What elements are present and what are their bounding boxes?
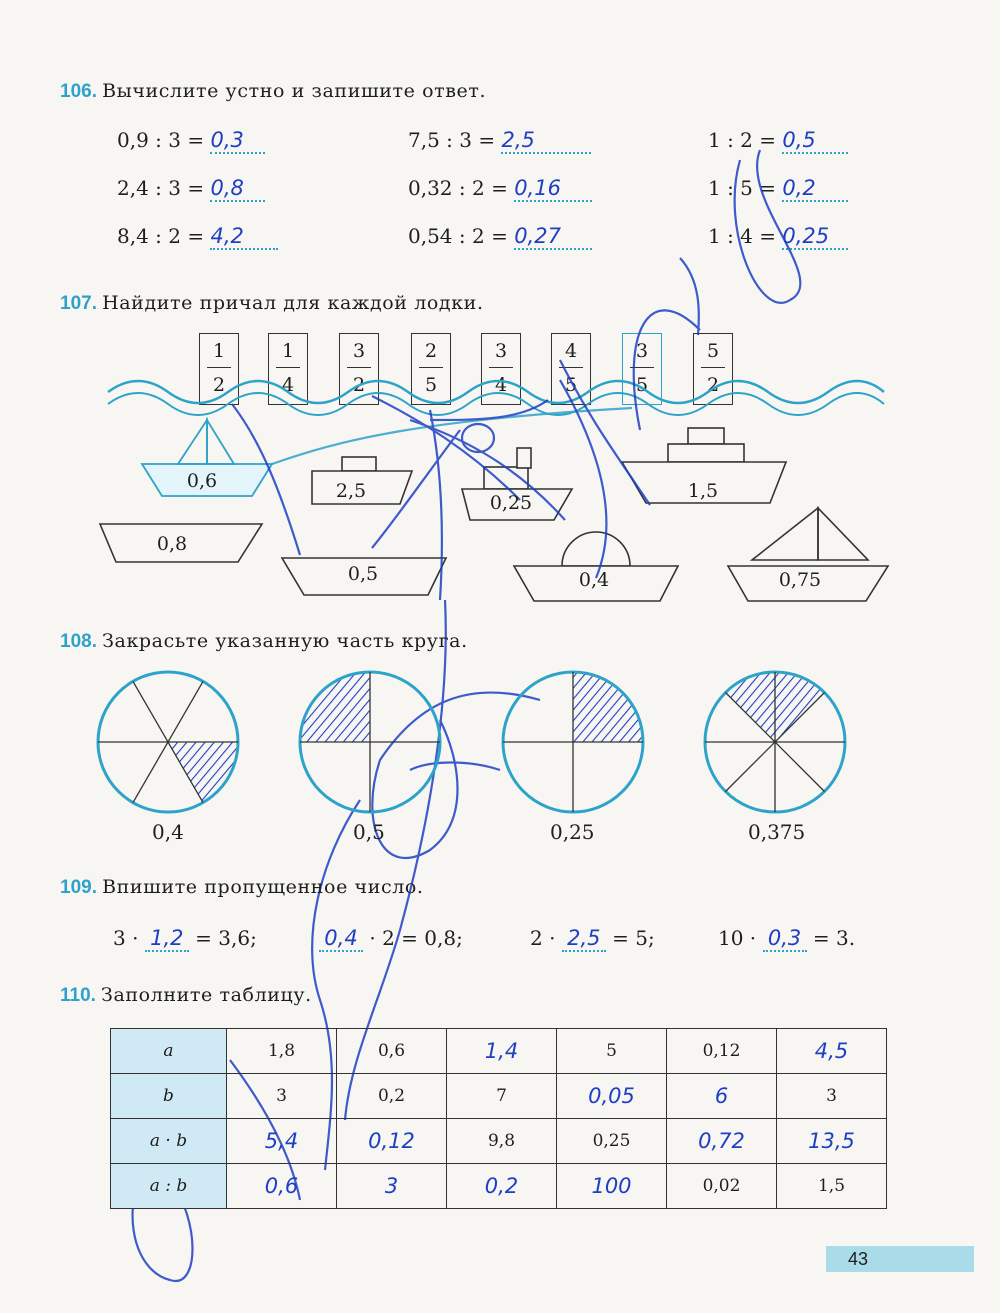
handwritten-answer[interactable]: 0,27 [514, 224, 561, 248]
boat-label[interactable]: 0,25 [489, 492, 533, 514]
circle-label: 0,4 [152, 820, 184, 844]
circle-label: 0,375 [748, 820, 806, 844]
task-number: 107. [60, 293, 97, 314]
pier-sign[interactable]: $\frac{1}{2}$ [199, 333, 239, 405]
handwritten-answer[interactable]: 0,8 [210, 176, 244, 200]
boat-label[interactable]: 0,75 [778, 569, 822, 591]
handwritten-answer[interactable]: 1,2 [150, 926, 184, 950]
expression: 1 : 2 = 0,5 [708, 128, 848, 154]
table-row [111, 1029, 887, 1074]
task-title: Впишите пропущенное число. [102, 876, 424, 898]
table-cell[interactable]: 0,6 [337, 1029, 447, 1074]
circles-figure [0, 660, 1000, 830]
table-cell[interactable]: 5 [557, 1029, 667, 1074]
table-row [111, 1074, 887, 1119]
table-cell[interactable]: 0,2 [447, 1164, 557, 1209]
handwritten-answer[interactable]: 2,5 [501, 128, 535, 152]
boat-label[interactable]: 0,4 [578, 569, 610, 591]
expression: 1 : 5 = 0,2 [708, 176, 848, 202]
pier-sign[interactable]: $\frac{3}{2}$ [339, 333, 379, 405]
boat-label[interactable]: 0,6 [186, 470, 218, 492]
table-cell[interactable]: 0,72 [667, 1119, 777, 1164]
table-cell[interactable]: 0,05 [557, 1074, 667, 1119]
page-number: 43 [826, 1246, 974, 1272]
expression: 0,54 : 2 = 0,27 [408, 224, 592, 250]
handwritten-answer[interactable]: 0,16 [514, 176, 561, 200]
handwritten-answer[interactable]: 0,2 [782, 176, 816, 200]
row-header: b [111, 1074, 227, 1119]
pier-sign[interactable]: $\frac{1}{4}$ [268, 333, 308, 405]
expression: 8,4 : 2 = 4,2 [117, 224, 278, 250]
handwritten-answer[interactable]: 2,5 [567, 926, 601, 950]
task-number: 108. [60, 631, 97, 652]
task-title: Найдите причал для каждой лодки. [102, 292, 484, 314]
boat-label[interactable]: 0,8 [156, 533, 188, 555]
table-cell[interactable]: 4,5 [777, 1029, 887, 1074]
fill-in-expression: 0,4 · 2 = 0,8; [319, 926, 463, 952]
task-title: Вычислите устно и запишите ответ. [102, 80, 487, 102]
table-row [111, 1164, 887, 1209]
fill-in-expression: 2 · 2,5 = 5; [530, 926, 655, 950]
circle-label: 0,25 [550, 820, 595, 844]
circle-0-375 [705, 672, 845, 812]
table-cell[interactable]: 0,25 [557, 1119, 667, 1164]
expression: 1 : 4 = 0,25 [708, 224, 848, 250]
table-cell[interactable]: 0,6 [227, 1164, 337, 1209]
task-number: 106. [60, 81, 97, 102]
table-cell[interactable]: 0,02 [667, 1164, 777, 1209]
circle-0-4 [98, 672, 238, 812]
table-cell[interactable]: 3 [337, 1164, 447, 1209]
circle-0-25 [503, 672, 643, 812]
table-cell[interactable]: 1,8 [227, 1029, 337, 1074]
water-wave [108, 381, 884, 403]
table-cell[interactable]: 1,5 [777, 1164, 887, 1209]
boat-label[interactable]: 2,5 [335, 480, 367, 502]
expression: 0,9 : 3 = 0,3 [117, 128, 265, 154]
fill-in-expression: 10 · 0,3 = 3. [718, 926, 856, 950]
circle-label: 0,5 [353, 820, 385, 844]
task-title: Закрасьте указанную часть круга. [102, 630, 468, 652]
task-number: 110. [60, 985, 96, 1006]
table-cell[interactable]: 6 [667, 1074, 777, 1119]
values-table [110, 1028, 887, 1209]
table-row [111, 1119, 887, 1164]
pier-sign[interactable]: $\frac{5}{2}$ [693, 333, 733, 405]
boat-label[interactable]: 0,5 [347, 563, 379, 585]
table-cell[interactable]: 13,5 [777, 1119, 887, 1164]
pier-sign[interactable]: $\frac{2}{5}$ [411, 333, 451, 405]
expression: 7,5 : 3 = 2,5 [408, 128, 591, 154]
table-cell[interactable]: 100 [557, 1164, 667, 1209]
handwritten-answer[interactable]: 0,5 [782, 128, 816, 152]
expression: 0,32 : 2 = 0,16 [408, 176, 592, 202]
pier-sign[interactable]: $\frac{3}{5}$ [622, 333, 662, 405]
handwritten-answer[interactable]: 0,3 [210, 128, 244, 152]
table-cell[interactable]: 9,8 [447, 1119, 557, 1164]
table-cell[interactable]: 1,4 [447, 1029, 557, 1074]
task-110-heading [60, 984, 312, 1007]
handwritten-answer[interactable]: 0,3 [767, 926, 802, 950]
boat-label[interactable]: 1,5 [687, 480, 719, 502]
expression: 2,4 : 3 = 0,8 [117, 176, 265, 202]
table-cell[interactable]: 7 [447, 1074, 557, 1119]
row-header: a : b [111, 1164, 227, 1209]
pier-sign[interactable]: $\frac{4}{5}$ [551, 333, 591, 405]
table-cell[interactable]: 0,12 [667, 1029, 777, 1074]
fill-in-expression: 3 · 1,2 = 3,6; [113, 926, 257, 950]
handwritten-answer[interactable]: 4,2 [210, 224, 244, 248]
task-title: Заполните таблицу. [101, 984, 312, 1006]
row-header: a [111, 1029, 227, 1074]
handwritten-answer[interactable]: 0,4 [324, 926, 358, 950]
circle-0-5 [300, 672, 440, 812]
table-cell[interactable]: 3 [777, 1074, 887, 1119]
table-cell[interactable]: 3 [227, 1074, 337, 1119]
task-108-heading [60, 630, 468, 653]
row-header: a · b [111, 1119, 227, 1164]
water-wave [108, 393, 884, 415]
table-cell[interactable]: 0,2 [337, 1074, 447, 1119]
task-number: 109. [60, 877, 97, 898]
table-cell[interactable]: 5,4 [227, 1119, 337, 1164]
task-109-heading [60, 876, 424, 899]
table-cell[interactable]: 0,12 [337, 1119, 447, 1164]
pier-sign[interactable]: $\frac{3}{4}$ [481, 333, 521, 405]
handwritten-answer[interactable]: 0,25 [782, 224, 830, 248]
